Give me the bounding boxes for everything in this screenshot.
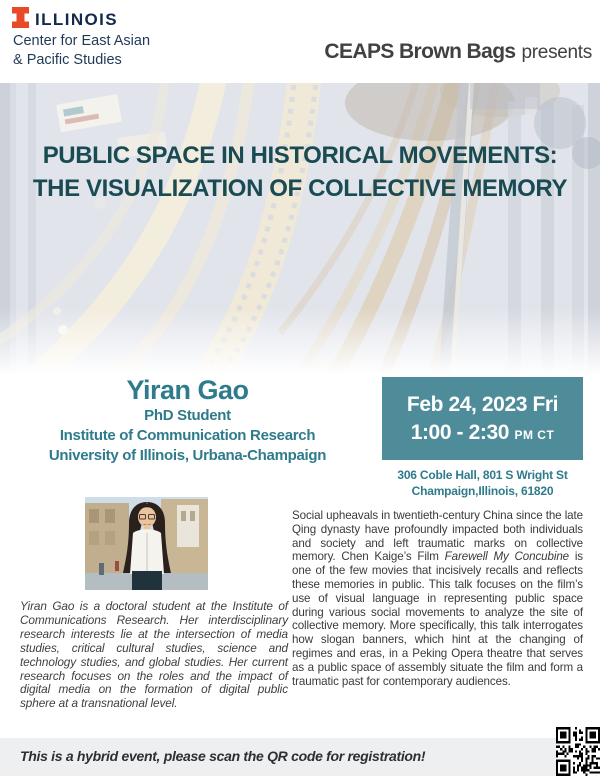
- series-title: [324, 40, 592, 64]
- event-title-line1: PUBLIC SPACE IN HISTORICAL MOVEMENTS:: [42, 142, 558, 169]
- center-name: [13, 32, 150, 70]
- hero-section: [0, 83, 600, 375]
- illinois-block-i-icon: [12, 7, 29, 33]
- header: [0, 0, 600, 83]
- speaker-name: Yiran Gao: [126, 375, 249, 405]
- speaker-bio: Yiran Gao is a doctoral student at the Institute of Communications Research. Her interdisciplinary research interests lie at the intersection of media studies, critical cultural studies, science and technology studies, and global studies. Her current research focuses on the roles and the impact of digital media on the formation of digital public sphere at a transnational level.: [20, 599, 288, 711]
- event-title: [0, 139, 600, 205]
- series-name: CEAPS Brown Bags: [324, 40, 516, 63]
- center-name-line1: Center for East Asian: [13, 33, 151, 49]
- event-title-line2: THE VISUALIZATION OF COLLECTIVE MEMORY: [32, 175, 568, 202]
- event-time: 1:00 - 2:30 PM CT: [410, 420, 555, 444]
- event-address: [372, 467, 593, 499]
- speaker-block: [0, 374, 375, 466]
- address-line1: 306 Coble Hall, 801 S Wright St: [397, 468, 568, 482]
- abstract-part1: Social upheavals in twentieth-century China since the late Qing dynasty have profoundly impacted both individuals and society and left traumatic marks on collective memory. Chen Kaige’s Film: [292, 509, 583, 564]
- speaker-university: University of Illinois, Urbana-Champaign: [48, 447, 327, 464]
- series-presents: presents: [521, 42, 592, 63]
- university-wordmark: ILLINOIS: [35, 10, 118, 29]
- center-name-line2: & Pacific Studies: [13, 52, 122, 68]
- date-time-box: [382, 377, 583, 460]
- talk-abstract: [292, 509, 583, 688]
- qr-code: [556, 727, 600, 776]
- address-line2: Champaign,Illinois, 61820: [411, 484, 554, 498]
- event-date: Feb 24, 2023 Fri: [406, 392, 559, 416]
- illinois-logo: [12, 7, 118, 33]
- event-time-suffix: PM CT: [514, 427, 555, 442]
- speaker-role: PhD Student: [144, 407, 231, 424]
- footer-note: This is a hybrid event, please scan the QR code for registration!: [20, 748, 426, 764]
- abstract-part2: is one of the few movies that incisively recalls and reflects these memories in public. This talk focuses on the film’s use of visual language in representing public space during various social movements to analyze the site of collective memory. More specifically, this talk interrogates how slogan banners, which hint at the changing of regimes and eras, in a Peking Opera theatre that serves as a public space of assembly situate the film and form a traumatic past for contemporary audiences.: [292, 550, 583, 688]
- film-title: Farewell My Concubine: [444, 550, 570, 564]
- speaker-photo: [85, 497, 208, 590]
- speaker-institute: Institute of Communication Research: [59, 427, 316, 444]
